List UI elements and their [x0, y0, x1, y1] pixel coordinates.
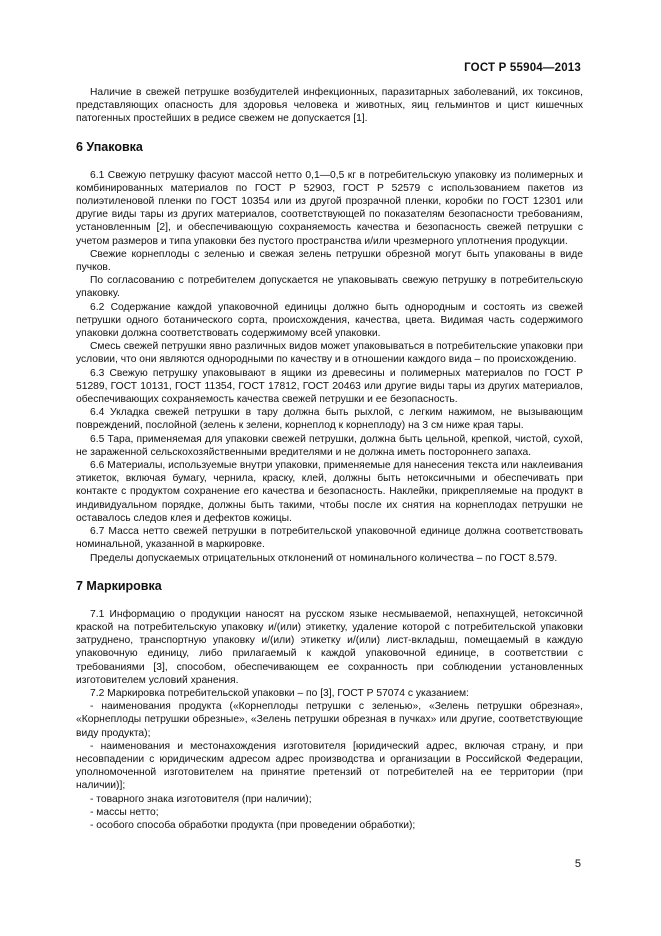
section-6-heading: 6 Упаковка: [76, 139, 143, 154]
intro-paragraph: Наличие в свежей петрушке возбудителей инфекционных, паразитарных заболеваний, их токсинов, представляющих опасность для здоровья человека и животных, яиц гельминтов и цист кишечных патогенных простейших в редисе свежем не допускается [1].: [76, 87, 583, 125]
paragraph-6-1: 6.1 Свежую петрушку фасуют массой нетто 0,1—0,5 кг в потребительскую упаковку из полимерных и комбинированных материалов по ГОСТ Р 52903, ГОСТ Р 52579 с использованием пакетов из полиэтиленовой пленки по ГОСТ 10354 или из другой прозрачной пленки, коробки по ГОСТ 12301 или другие виды тары из других материалов, соответствующей по показателям безопасности требованиям, установленным [2], и обеспечивающую сохраняемость качества и безопасность свежей петрушки с учетом размеров и типа упаковки без пустого пространства и/или чрезмерного уплотнения продукции.: [76, 169, 583, 247]
list-item: - наименования и местонахождения изготовителя [юридический адрес, включая страну, и при несовпадении с юридическим адресом адрес производства и организации в Российской Федерации, уполномоченной изготовителем на принятие претензий от потребителей на ее территории (при наличии)];: [76, 740, 583, 792]
paragraph-6-4: 6.4 Укладка свежей петрушки в тару должна быть рыхлой, с легким нажимом, не вызывающим повреждений, послойной (зелень к зелени, корнеплод к корнеплоду) на 3 см ниже края тары.: [76, 407, 583, 432]
paragraph-6-7: 6.7 Масса нетто свежей петрушки в потребительской упаковочной единице должна соответствовать номинальной, указанной в маркировке.: [76, 526, 583, 551]
section-7-heading: 7 Маркировка: [76, 578, 162, 593]
paragraph-6-2: 6.2 Содержание каждой упаковочной единицы должно быть однородным и состоять из свежей петрушки одного ботанического сорта, происхождения, качества, цвета. Видимая часть содержимого упаковки должна соответствовать содержимому всей упаковки.: [76, 301, 583, 340]
document-code-header: ГОСТ Р 55904—2013: [464, 62, 581, 74]
list-item: - товарного знака изготовителя (при наличии);: [90, 793, 312, 805]
page-number: 5: [574, 858, 581, 870]
list-item: - особого способа обработки продукта (при проведении обработки);: [90, 819, 416, 831]
paragraph-tolerance: Пределы допускаемых отрицательных отклонений от номинального количества – по ГОСТ 8.579.: [90, 552, 558, 564]
paragraph-bunches: Свежие корнеплоды с зеленью и свежая зелень петрушки обрезной могут быть упакованы в виде пучков.: [76, 248, 583, 274]
paragraph-6-6: 6.6 Материалы, используемые внутри упаковки, применяемые для нанесения текста или наклеивания этикеток, включая бумагу, чернила, краску, клей, должны быть нетоксичными и обеспечивать при контакте с продуктом сохранение его качества и безопасность. Наклейки, прикрепляемые на продукт в индивидуальном порядке, должны быть такими, чтобы после их снятия на корнеплодах петрушки не оставалось следов клея и дефектов кожицы.: [76, 460, 583, 524]
paragraph-6-5: 6.5 Тара, применяемая для упаковки свежей петрушки, должна быть цельной, крепкой, чистой, сухой, не зараженной сельскохозяйственными вредителями и не должна иметь постороннего запаха.: [76, 433, 583, 458]
paragraph-7-2: 7.2 Маркировка потребительской упаковки – по [3], ГОСТ Р 57074 с указанием:: [90, 687, 469, 699]
paragraph-6-3: 6.3 Свежую петрушку упаковывают в ящики из древесины и полимерных материалов по ГОСТ Р 51289, ГОСТ 10131, ГОСТ 11354, ГОСТ 17812, ГОСТ 20463 или другие виды тары из других материалов, обеспечивающих сохраняемость качества свежей петрушки и ее безопасность.: [76, 367, 583, 406]
paragraph-7-1: 7.1 Информацию о продукции наносят на русском языке несмываемой, непахнущей, нетоксичной краской на потребительскую упаковку и/(или) этикетку, удаление которой с потребительской упаковки затруднено, транспортную упаковку и/(или) этикетку и/(или) лист-вкладыш, помещаемый в каждую упаковочную единицу, либо прилагаемый к каждой упаковочной единице, в соответствии с требованиями [3], способом, обеспечивающем ее сохранность при соблюдении установленных изготовителем условий хранения.: [76, 608, 583, 686]
paragraph-agreement: По согласованию с потребителем допускается не упаковывать свежую петрушку в потребительскую упаковку.: [76, 275, 583, 300]
page-content: [76, 86, 583, 832]
list-item: - массы нетто;: [90, 806, 159, 818]
paragraph-mixture: Смесь свежей петрушки явно различных видов может упаковываться в потребительские упаковки при условии, что они являются однородными по качеству и в отношении каждого вида – по происхождению.: [76, 341, 583, 366]
list-item: - наименования продукта («Корнеплоды петрушки с зеленью», «Зелень петрушки обрезная», «Корнеплоды петрушки обрезные», «Зелень петрушки обрезная в пучках» или другие, соответствующие виду продукта);: [76, 701, 583, 739]
